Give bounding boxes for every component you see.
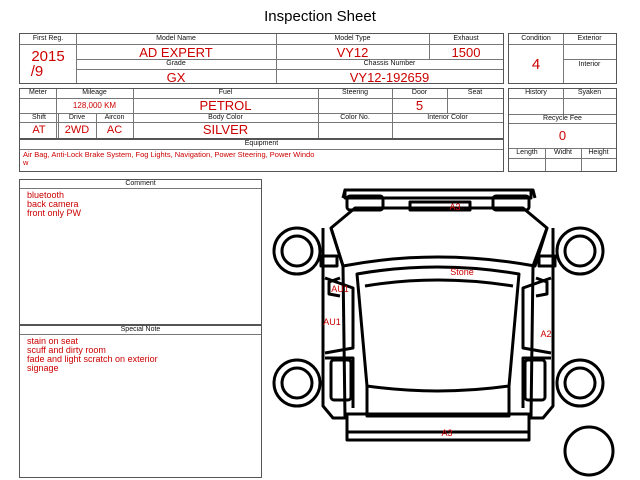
- body-color-value: SILVER: [202, 122, 249, 137]
- body-color-label: Body Color: [208, 114, 243, 121]
- aircon-label: Aircon: [104, 114, 125, 121]
- damage-mark-roof: Stone: [450, 267, 474, 277]
- syaken-label: Syaken: [577, 89, 602, 96]
- mileage-value: 128,000 KM: [72, 101, 117, 110]
- vehicle-info-box: [19, 33, 504, 84]
- meter-label: Meter: [29, 89, 47, 96]
- first-reg-year-value: 2015: [31, 48, 65, 65]
- fuel-label: Fuel: [218, 89, 233, 96]
- width-label: Widht: [554, 149, 572, 156]
- equipment-box: [19, 139, 504, 172]
- hood-icon: [331, 208, 547, 266]
- equipment-line-2: w: [23, 158, 29, 167]
- color-no-label: Color No.: [340, 114, 370, 121]
- special-note-box: [19, 325, 262, 478]
- drive-label: Drive: [68, 114, 86, 121]
- damage-mark-rear: A3: [441, 428, 453, 438]
- exhaust-label: Exhaust: [453, 35, 479, 42]
- damage-mark-right-rear: A2: [540, 329, 552, 339]
- mileage-label: Mileage: [82, 89, 107, 96]
- roof-icon: [357, 267, 519, 391]
- damage-mark-left-rear-door: AU1: [323, 317, 341, 327]
- chassis-number-value: VY12-192659: [349, 70, 430, 85]
- interior-label: Interior: [578, 61, 601, 68]
- spare-wheel-icon: [565, 427, 613, 475]
- grade-label: Grade: [166, 60, 186, 67]
- comment-label: Comment: [125, 180, 156, 187]
- damage-mark-front: A3: [449, 202, 461, 212]
- comment-line: bluetooth: [27, 190, 65, 200]
- special-note-label: Special Note: [120, 326, 161, 333]
- shift-label: Shift: [31, 114, 46, 121]
- model-name-value: AD EXPERT: [139, 45, 213, 60]
- recycle-fee-label: Recycle Fee: [543, 115, 582, 122]
- history-label: History: [525, 89, 547, 96]
- comment-line: front only PW: [27, 208, 82, 218]
- condition-value: 4: [531, 56, 541, 73]
- model-type-value: VY12: [336, 45, 369, 60]
- special-note-line: scuff and dirty room: [27, 345, 106, 355]
- history-box: [508, 88, 617, 172]
- equipment-line-1: Air Bag, Anti-Lock Brake System, Fog Lights, Navigation, Power Steering, Power Windo: [23, 150, 315, 159]
- condition-box: [508, 33, 617, 84]
- special-note-line: stain on seat: [27, 336, 79, 346]
- chassis-number-label: Chassis Number: [363, 60, 416, 67]
- shift-value: AT: [32, 124, 46, 136]
- interior-color-label: Interior Color: [427, 114, 468, 121]
- special-note-line: fade and light scratch on exterior: [27, 354, 158, 364]
- specs-box: [19, 88, 504, 139]
- exhaust-value: 1500: [451, 45, 481, 60]
- condition-label: Condition: [521, 35, 551, 42]
- model-type-label: Model Type: [334, 35, 371, 42]
- special-note-line: signage: [27, 363, 59, 373]
- length-label: Length: [516, 149, 538, 156]
- exterior-label: Exterior: [577, 35, 602, 42]
- door-label: Door: [411, 89, 428, 96]
- page-title: Inspection Sheet: [264, 8, 376, 25]
- recycle-fee-value: 0: [558, 128, 567, 143]
- door-value: 5: [415, 98, 424, 113]
- equipment-label: Equipment: [244, 140, 279, 147]
- seat-label: Seat: [467, 89, 483, 96]
- car-damage-diagram: [265, 178, 640, 480]
- comment-line: back camera: [27, 199, 79, 209]
- grade-value: GX: [166, 70, 186, 85]
- height-label: Height: [588, 149, 609, 156]
- fuel-value: PETROL: [199, 98, 252, 113]
- steering-label: Steering: [341, 89, 369, 96]
- comment-box: [19, 179, 262, 325]
- first-reg-label: First Reg.: [32, 35, 64, 42]
- aircon-value: AC: [106, 124, 123, 136]
- model-name-label: Model Name: [156, 35, 196, 42]
- damage-mark-left-front-door: AU1: [331, 284, 349, 294]
- first-reg-month-value: /9: [30, 63, 44, 80]
- drive-value: 2WD: [64, 124, 90, 136]
